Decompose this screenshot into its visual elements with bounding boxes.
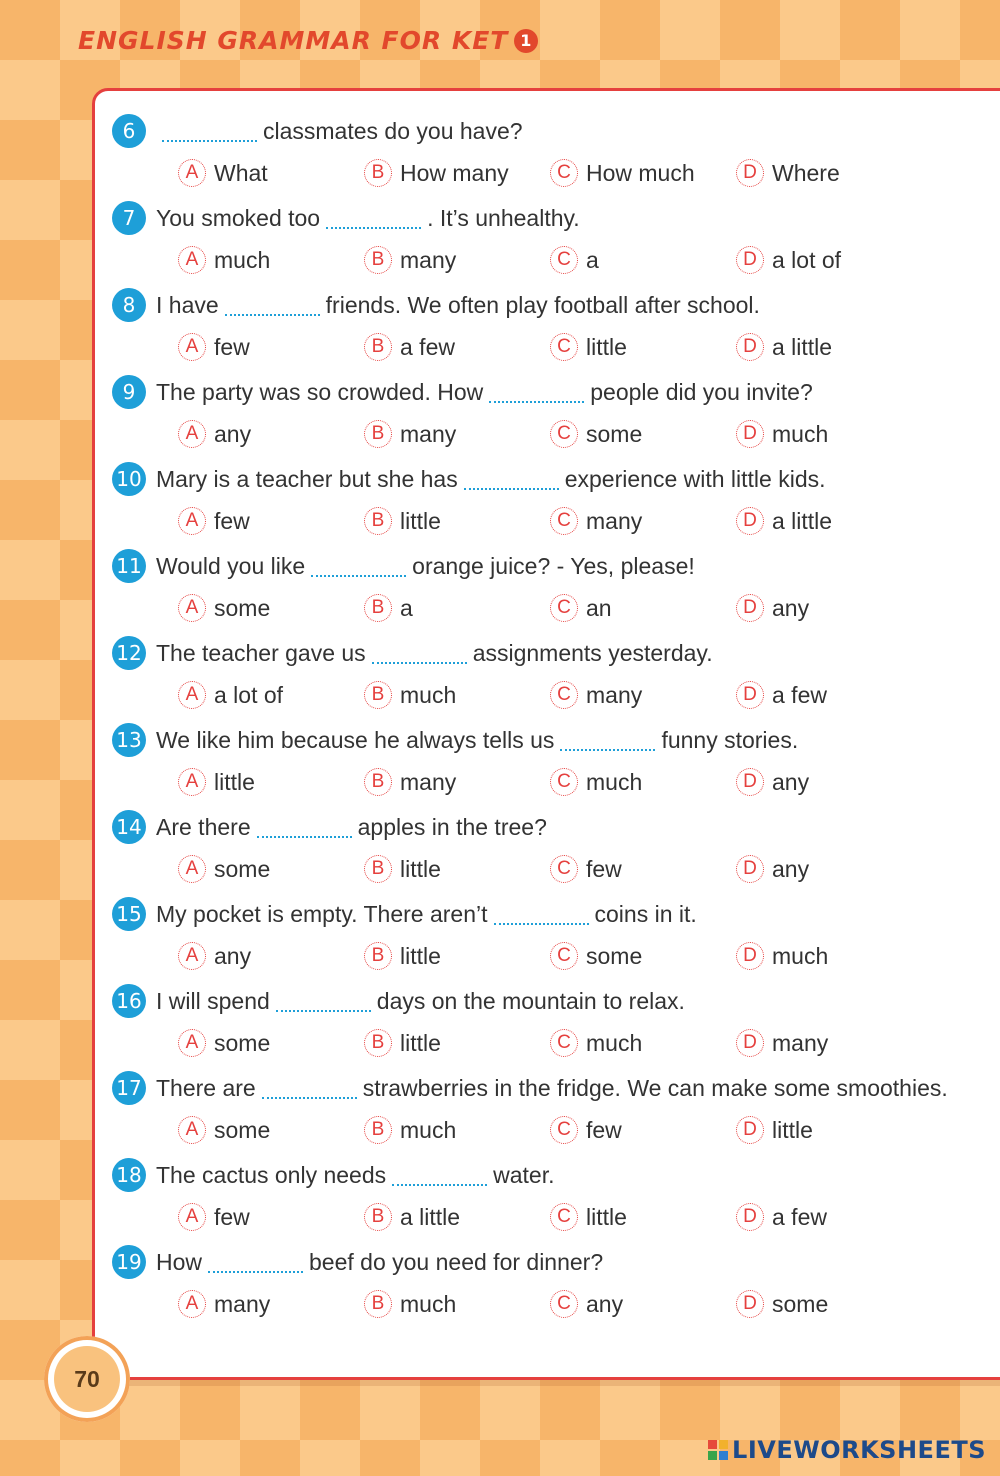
option-letter: A xyxy=(178,246,206,274)
option-d[interactable] xyxy=(736,942,922,970)
option-a[interactable] xyxy=(178,1116,364,1144)
option-c[interactable] xyxy=(550,768,736,796)
option-letter: C xyxy=(550,681,578,709)
question-text xyxy=(156,201,972,235)
option-b[interactable] xyxy=(364,333,550,361)
question-14 xyxy=(112,810,972,894)
option-b[interactable] xyxy=(364,942,550,970)
option-b[interactable] xyxy=(364,159,550,187)
question-15 xyxy=(112,897,972,981)
option-a[interactable] xyxy=(178,1290,364,1318)
question-text xyxy=(156,636,972,670)
question-line xyxy=(112,636,972,670)
question-text-before: The cactus only needs xyxy=(156,1162,387,1188)
option-label: any xyxy=(214,420,252,447)
option-label: a little xyxy=(772,333,833,360)
question-text-before: My pocket is empty. There aren’t xyxy=(156,901,488,927)
option-label: a little xyxy=(772,507,833,534)
option-letter: B xyxy=(364,942,392,970)
option-label: a xyxy=(400,594,413,621)
liveworksheets-logo xyxy=(708,1436,986,1464)
question-number: 13 xyxy=(112,723,146,757)
logo-square-icon xyxy=(708,1440,717,1449)
question-10 xyxy=(112,462,972,546)
question-text xyxy=(156,1158,972,1192)
option-label: some xyxy=(586,942,643,969)
question-line xyxy=(112,201,972,235)
options-row xyxy=(112,148,972,198)
answer-blank[interactable] xyxy=(489,385,584,403)
question-number: 14 xyxy=(112,810,146,844)
option-label: little xyxy=(772,1116,813,1143)
question-text-before: We like him because he always tells us xyxy=(156,727,555,753)
option-letter: D xyxy=(736,942,764,970)
option-label: some xyxy=(214,1029,271,1056)
question-18 xyxy=(112,1158,972,1242)
option-letter: C xyxy=(550,333,578,361)
option-c[interactable] xyxy=(550,507,736,535)
option-a[interactable] xyxy=(178,681,364,709)
option-label: much xyxy=(586,768,643,795)
options-row xyxy=(112,496,972,546)
option-c[interactable] xyxy=(550,855,736,883)
option-letter: C xyxy=(550,855,578,883)
question-text-after: beef do you need for dinner? xyxy=(309,1249,604,1275)
question-line xyxy=(112,723,972,757)
question-text-before: Would you like xyxy=(156,553,306,579)
option-letter: B xyxy=(364,1116,392,1144)
option-letter: B xyxy=(364,681,392,709)
question-8 xyxy=(112,288,972,372)
option-c[interactable] xyxy=(550,681,736,709)
question-line xyxy=(112,288,972,322)
option-b[interactable] xyxy=(364,855,550,883)
question-7 xyxy=(112,201,972,285)
option-letter: C xyxy=(550,1116,578,1144)
question-text xyxy=(156,897,972,931)
option-b[interactable] xyxy=(364,1290,550,1318)
answer-blank[interactable] xyxy=(464,472,559,490)
option-label: little xyxy=(214,768,255,795)
option-c[interactable] xyxy=(550,1116,736,1144)
option-d[interactable] xyxy=(736,333,922,361)
question-text xyxy=(156,1071,972,1105)
level-badge: 1 xyxy=(514,29,538,53)
option-d[interactable] xyxy=(736,1029,922,1057)
answer-blank[interactable] xyxy=(225,298,320,316)
question-text-after: days on the mountain to relax. xyxy=(376,988,685,1014)
book-title xyxy=(78,26,538,55)
option-letter: B xyxy=(364,1029,392,1057)
option-letter: A xyxy=(178,594,206,622)
question-line xyxy=(112,897,972,931)
option-letter: B xyxy=(364,333,392,361)
option-label: much xyxy=(586,1029,643,1056)
option-letter: D xyxy=(736,159,764,187)
question-6 xyxy=(112,114,972,198)
option-a[interactable] xyxy=(178,594,364,622)
option-letter: B xyxy=(364,594,392,622)
option-label: much xyxy=(400,1290,457,1317)
option-letter: D xyxy=(736,1203,764,1231)
question-text-before: Mary is a teacher but she has xyxy=(156,466,458,492)
option-label: little xyxy=(400,855,441,882)
question-text-before: Are there xyxy=(156,814,251,840)
question-number: 15 xyxy=(112,897,146,931)
option-a[interactable] xyxy=(178,942,364,970)
option-a[interactable] xyxy=(178,855,364,883)
question-9 xyxy=(112,375,972,459)
option-c[interactable] xyxy=(550,246,736,274)
option-letter: D xyxy=(736,1290,764,1318)
option-label: much xyxy=(214,246,271,273)
option-letter: A xyxy=(178,507,206,535)
option-label: little xyxy=(586,1203,627,1230)
question-line xyxy=(112,1158,972,1192)
options-row xyxy=(112,844,972,894)
question-text-before: The teacher gave us xyxy=(156,640,366,666)
question-text-after: experience with little kids. xyxy=(564,466,826,492)
option-letter: C xyxy=(550,246,578,274)
question-16 xyxy=(112,984,972,1068)
option-label: a few xyxy=(772,1203,827,1230)
option-c[interactable] xyxy=(550,1203,736,1231)
question-text-after: water. xyxy=(493,1162,555,1188)
option-label: a xyxy=(586,246,599,273)
option-c[interactable] xyxy=(550,333,736,361)
options-row xyxy=(112,409,972,459)
option-a[interactable] xyxy=(178,507,364,535)
option-label: few xyxy=(214,333,250,360)
question-number: 12 xyxy=(112,636,146,670)
question-text xyxy=(156,462,972,496)
option-label: much xyxy=(400,681,457,708)
option-letter: A xyxy=(178,1290,206,1318)
question-text-after: funny stories. xyxy=(661,727,799,753)
question-line xyxy=(112,810,972,844)
option-c[interactable] xyxy=(550,420,736,448)
question-number: 8 xyxy=(112,288,146,322)
option-letter: C xyxy=(550,594,578,622)
option-letter: C xyxy=(550,420,578,448)
option-b[interactable] xyxy=(364,1116,550,1144)
option-b[interactable] xyxy=(364,246,550,274)
option-label: much xyxy=(772,420,829,447)
answer-blank[interactable] xyxy=(392,1168,487,1186)
options-row xyxy=(112,583,972,633)
option-letter: B xyxy=(364,1290,392,1318)
question-line xyxy=(112,114,972,148)
answer-blank[interactable] xyxy=(276,994,371,1012)
option-label: some xyxy=(586,420,643,447)
option-c[interactable] xyxy=(550,942,736,970)
question-17 xyxy=(112,1071,972,1155)
options-row xyxy=(112,670,972,720)
option-label: a little xyxy=(400,1203,461,1230)
question-number: 9 xyxy=(112,375,146,409)
option-label: many xyxy=(400,420,457,447)
logo-grid-icon xyxy=(708,1440,728,1460)
option-a[interactable] xyxy=(178,246,364,274)
option-b[interactable] xyxy=(364,1029,550,1057)
option-letter: A xyxy=(178,333,206,361)
option-label: any xyxy=(772,594,810,621)
option-letter: A xyxy=(178,159,206,187)
question-text-after: friends. We often play football after school. xyxy=(325,292,760,318)
option-b[interactable] xyxy=(364,681,550,709)
option-d[interactable] xyxy=(736,855,922,883)
options-row xyxy=(112,1018,972,1068)
question-12 xyxy=(112,636,972,720)
option-letter: C xyxy=(550,1029,578,1057)
option-c[interactable] xyxy=(550,1290,736,1318)
option-letter: B xyxy=(364,420,392,448)
option-c[interactable] xyxy=(550,1029,736,1057)
answer-blank[interactable] xyxy=(262,1081,357,1099)
question-line xyxy=(112,549,972,583)
option-letter: C xyxy=(550,1290,578,1318)
question-text-after: assignments yesterday. xyxy=(472,640,713,666)
question-text-before: How xyxy=(156,1249,203,1275)
option-label: few xyxy=(586,1116,622,1143)
option-letter: C xyxy=(550,1203,578,1231)
question-text xyxy=(156,549,972,583)
options-row xyxy=(112,1279,972,1329)
option-b[interactable] xyxy=(364,768,550,796)
option-label: some xyxy=(214,594,271,621)
option-letter: B xyxy=(364,246,392,274)
page-number-badge xyxy=(44,1336,130,1422)
question-text-after: people did you invite? xyxy=(590,379,813,405)
option-b[interactable] xyxy=(364,1203,550,1231)
option-label: Where xyxy=(772,159,840,186)
question-text-after: . It’s unhealthy. xyxy=(427,205,580,231)
option-letter: A xyxy=(178,768,206,796)
logo-text: LIVEWORKSHEETS xyxy=(732,1436,986,1464)
option-label: a lot of xyxy=(772,246,842,273)
answer-blank[interactable] xyxy=(560,733,655,751)
option-c[interactable] xyxy=(550,594,736,622)
option-label: a lot of xyxy=(214,681,284,708)
option-label: much xyxy=(772,942,829,969)
option-label: some xyxy=(214,855,271,882)
option-letter: B xyxy=(364,855,392,883)
option-a[interactable] xyxy=(178,420,364,448)
option-a[interactable] xyxy=(178,159,364,187)
option-label: a few xyxy=(400,333,455,360)
answer-blank[interactable] xyxy=(162,124,257,142)
option-d[interactable] xyxy=(736,159,922,187)
option-letter: D xyxy=(736,507,764,535)
option-label: a few xyxy=(772,681,827,708)
option-letter: D xyxy=(736,420,764,448)
option-label: little xyxy=(400,942,441,969)
option-letter: A xyxy=(178,855,206,883)
page-number: 70 xyxy=(54,1346,120,1412)
option-d[interactable] xyxy=(736,1290,922,1318)
options-row xyxy=(112,322,972,372)
question-text xyxy=(156,1245,972,1279)
question-text-before: I will spend xyxy=(156,988,270,1014)
question-line xyxy=(112,984,972,1018)
answer-blank[interactable] xyxy=(494,907,589,925)
question-text xyxy=(156,984,972,1018)
option-label: few xyxy=(586,855,622,882)
option-b[interactable] xyxy=(364,594,550,622)
answer-blank[interactable] xyxy=(311,559,406,577)
option-letter: D xyxy=(736,1029,764,1057)
option-a[interactable] xyxy=(178,768,364,796)
option-d[interactable] xyxy=(736,768,922,796)
question-text xyxy=(156,810,972,844)
question-text xyxy=(156,114,972,148)
question-text xyxy=(156,375,972,409)
question-line xyxy=(112,462,972,496)
option-d[interactable] xyxy=(736,507,922,535)
question-number: 16 xyxy=(112,984,146,1018)
question-text-after: apples in the tree? xyxy=(357,814,547,840)
question-text xyxy=(156,723,972,757)
option-letter: D xyxy=(736,855,764,883)
option-a[interactable] xyxy=(178,333,364,361)
option-label: any xyxy=(586,1290,624,1317)
option-b[interactable] xyxy=(364,507,550,535)
question-text-before: I have xyxy=(156,292,219,318)
options-row xyxy=(112,235,972,285)
answer-blank[interactable] xyxy=(372,646,467,664)
option-label: few xyxy=(214,1203,250,1230)
option-label: an xyxy=(586,594,612,621)
question-line xyxy=(112,1245,972,1279)
option-letter: A xyxy=(178,681,206,709)
option-label: What xyxy=(214,159,268,186)
option-c[interactable] xyxy=(550,159,736,187)
question-number: 17 xyxy=(112,1071,146,1105)
option-label: some xyxy=(214,1116,271,1143)
option-d[interactable] xyxy=(736,1116,922,1144)
option-letter: D xyxy=(736,246,764,274)
option-label: many xyxy=(586,507,643,534)
option-letter: A xyxy=(178,942,206,970)
question-number: 10 xyxy=(112,462,146,496)
option-letter: A xyxy=(178,1029,206,1057)
logo-square-icon xyxy=(719,1440,728,1449)
question-text-before: The party was so crowded. How xyxy=(156,379,484,405)
option-d[interactable] xyxy=(736,594,922,622)
question-list xyxy=(112,110,972,1329)
question-text-before: You smoked too xyxy=(156,205,321,231)
option-letter: B xyxy=(364,507,392,535)
answer-blank[interactable] xyxy=(326,211,421,229)
answer-blank[interactable] xyxy=(208,1255,303,1273)
option-label: few xyxy=(214,507,250,534)
option-letter: A xyxy=(178,1203,206,1231)
question-number: 7 xyxy=(112,201,146,235)
option-label: many xyxy=(400,246,457,273)
option-letter: B xyxy=(364,1203,392,1231)
option-label: any xyxy=(772,855,810,882)
option-d[interactable] xyxy=(736,246,922,274)
option-b[interactable] xyxy=(364,420,550,448)
question-text-after: classmates do you have? xyxy=(263,118,523,144)
option-letter: D xyxy=(736,333,764,361)
option-letter: B xyxy=(364,768,392,796)
option-letter: D xyxy=(736,681,764,709)
options-row xyxy=(112,1105,972,1155)
option-letter: D xyxy=(736,768,764,796)
option-d[interactable] xyxy=(736,1203,922,1231)
option-label: How much xyxy=(586,159,695,186)
option-letter: A xyxy=(178,420,206,448)
question-number: 6 xyxy=(112,114,146,148)
options-row xyxy=(112,1192,972,1242)
option-d[interactable] xyxy=(736,681,922,709)
book-title-text: ENGLISH GRAMMAR FOR KET xyxy=(78,26,509,55)
option-letter: C xyxy=(550,507,578,535)
answer-blank[interactable] xyxy=(257,820,352,838)
option-label: little xyxy=(400,507,441,534)
option-label: any xyxy=(214,942,252,969)
option-a[interactable] xyxy=(178,1203,364,1231)
question-text-after: strawberries in the fridge. We can make some smoothies. xyxy=(362,1075,948,1101)
option-letter: B xyxy=(364,159,392,187)
option-label: many xyxy=(586,681,643,708)
question-line xyxy=(112,1071,972,1105)
question-19 xyxy=(112,1245,972,1329)
option-a[interactable] xyxy=(178,1029,364,1057)
option-label: little xyxy=(586,333,627,360)
option-label: little xyxy=(400,1029,441,1056)
question-number: 19 xyxy=(112,1245,146,1279)
question-text-after: coins in it. xyxy=(594,901,697,927)
option-letter: C xyxy=(550,768,578,796)
option-label: many xyxy=(400,768,457,795)
question-text-after: orange juice? - Yes, please! xyxy=(412,553,695,579)
question-text-before: There are xyxy=(156,1075,256,1101)
option-letter: D xyxy=(736,594,764,622)
option-label: many xyxy=(772,1029,829,1056)
option-label: any xyxy=(772,768,810,795)
question-number: 18 xyxy=(112,1158,146,1192)
question-13 xyxy=(112,723,972,807)
question-line xyxy=(112,375,972,409)
question-text xyxy=(156,288,972,322)
options-row xyxy=(112,931,972,981)
option-d[interactable] xyxy=(736,420,922,448)
option-letter: C xyxy=(550,942,578,970)
option-letter: D xyxy=(736,1116,764,1144)
logo-square-icon xyxy=(708,1451,717,1460)
logo-square-icon xyxy=(719,1451,728,1460)
option-label: many xyxy=(214,1290,271,1317)
question-11 xyxy=(112,549,972,633)
option-label: some xyxy=(772,1290,829,1317)
option-letter: C xyxy=(550,159,578,187)
option-letter: A xyxy=(178,1116,206,1144)
option-label: much xyxy=(400,1116,457,1143)
option-label: How many xyxy=(400,159,509,186)
options-row xyxy=(112,757,972,807)
question-number: 11 xyxy=(112,549,146,583)
